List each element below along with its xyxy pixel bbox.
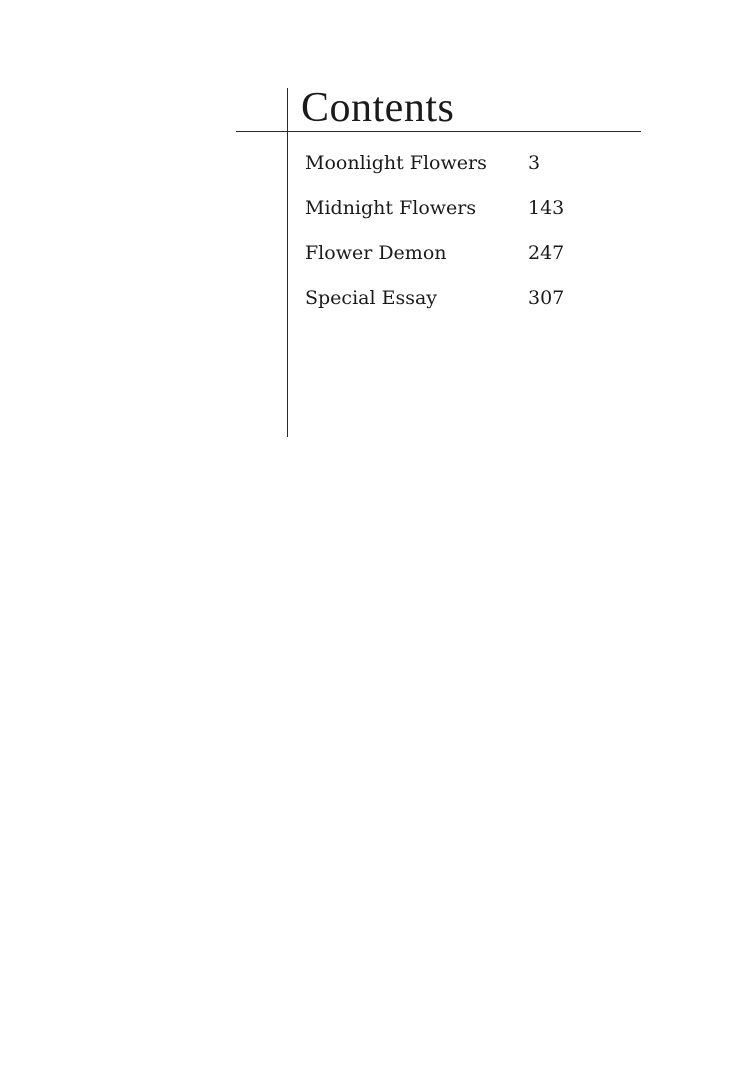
toc-entry-page-number: 247: [528, 242, 565, 264]
page-title: Contents: [301, 85, 455, 131]
toc-entry-title: Flower Demon: [305, 242, 447, 264]
vertical-divider: [287, 88, 288, 437]
table-of-contents: [305, 149, 605, 329]
toc-entry-title: Midnight Flowers: [305, 197, 477, 219]
toc-entry-midnight-flowers[interactable]: [305, 194, 605, 239]
toc-entry-page-number: 3: [528, 152, 541, 174]
toc-entry-moonlight-flowers[interactable]: [305, 149, 605, 194]
toc-entry-special-essay[interactable]: [305, 284, 605, 329]
toc-entry-page-number: 307: [528, 287, 565, 309]
toc-entry-flower-demon[interactable]: [305, 239, 605, 284]
toc-entry-title: Special Essay: [305, 287, 438, 309]
toc-entry-title: Moonlight Flowers: [305, 152, 487, 174]
toc-entry-page-number: 143: [528, 197, 565, 219]
